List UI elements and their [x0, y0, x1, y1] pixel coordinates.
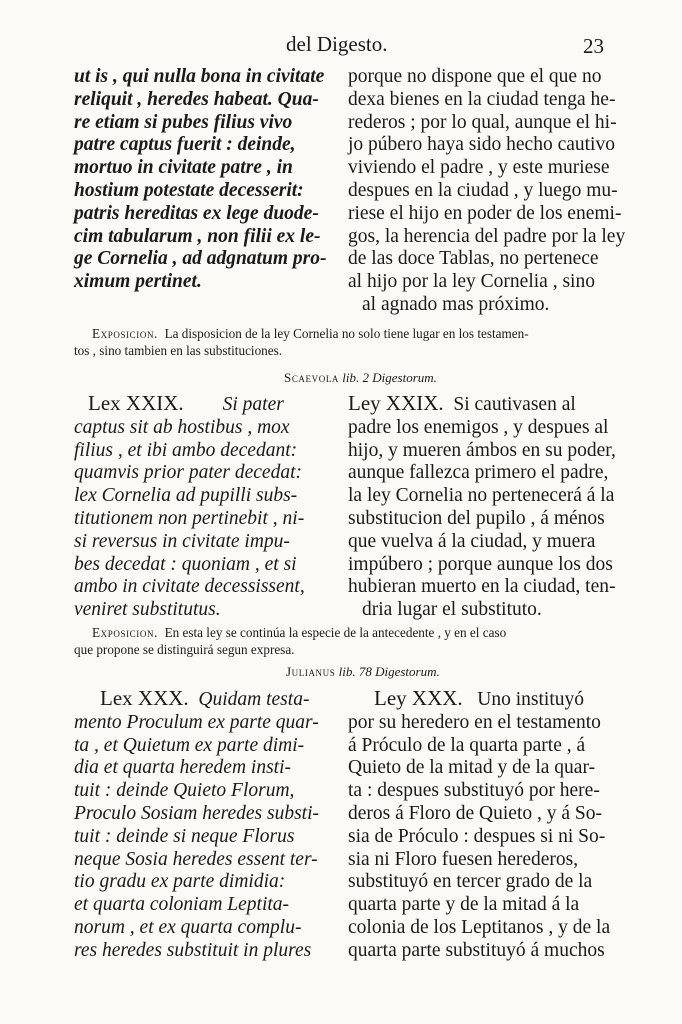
latin-line: quamvis prior pater decedat:: [74, 462, 303, 484]
exposicion-label: Exposicion.: [92, 625, 158, 640]
latin-line: captus sit ab hostibus , mox: [74, 416, 290, 438]
latin-line: neque Sosia heredes essent ter-: [74, 848, 318, 870]
spanish-line: Quieto de la mitad y de la quar-: [348, 757, 596, 779]
spanish-line: hubieran muerto en la ciudad, ten-: [348, 576, 616, 598]
spanish-line: gos, la herencia del padre por la ley: [348, 225, 626, 247]
exposicion-label: Exposicion.: [92, 326, 158, 341]
spanish-column-lex-30: [348, 687, 612, 963]
attribution-author: Julianus: [286, 664, 336, 679]
latin-line: patre captus fuerit : deinde,: [74, 134, 296, 156]
latin-column-lex-29: [74, 392, 336, 622]
spanish-line: á Próculo de la quarta parte , á: [348, 734, 586, 756]
spanish-column-continuation: [348, 66, 626, 317]
latin-line: lex Cornelia ad pupilli subs-: [74, 485, 298, 507]
latin-column-continuation: [74, 66, 336, 294]
latin-line: ta , et Quietum ex parte dimi-: [74, 734, 305, 756]
attribution: [284, 370, 437, 386]
spanish-line: colonia de los Leptitanos , y de la: [348, 916, 611, 938]
spanish-line: dria lugar el substituto.: [362, 599, 542, 621]
latin-line: norum , et ex quarta complu-: [74, 916, 302, 938]
latin-line: mento Proculum ex parte quar-: [74, 711, 319, 733]
attribution-reference: lib. 78 Digestorum.: [338, 664, 440, 679]
spanish-line: viviendo el padre , y este muriese: [348, 157, 610, 179]
ley-heading: Ley XXIX.: [348, 391, 444, 415]
latin-line: ximum pertinet.: [74, 271, 202, 293]
spanish-line: riese el hijo en poder de los enemi-: [348, 202, 622, 224]
running-title: del Digesto.: [286, 32, 388, 56]
spanish-line: deros á Floro de Quieto , y á So-: [348, 802, 602, 824]
spanish-line: Si cautivasen al: [453, 394, 576, 415]
spanish-line: Uno instituyó: [477, 689, 584, 710]
ley-heading: Ley XXX.: [374, 686, 463, 710]
spanish-line: quarta parte y de la mitad á la: [348, 894, 580, 916]
latin-line: si reversus in civitate impu-: [74, 530, 290, 552]
exposicion-text: que propone se distinguirá segun expresa.: [74, 642, 295, 657]
attribution: [286, 664, 440, 680]
spanish-line: hijo, y mueren ámbos en su poder,: [348, 439, 616, 461]
latin-line: bes decedat : quoniam , et si: [74, 553, 297, 575]
exposicion-text: tos , sino tambien en las substituciones.: [74, 343, 283, 358]
latin-line: re etiam si pubes filius vivo: [74, 111, 293, 133]
latin-line: Si pater: [222, 394, 284, 415]
latin-line: ge Cornelia , ad adgnatum pro-: [74, 248, 327, 270]
spanish-line: porque no dispone que el que no: [348, 66, 602, 87]
latin-line: tio gradu ex parte dimidia:: [74, 871, 286, 893]
latin-line: reliquit , heredes habeat. Qua-: [74, 88, 319, 110]
exposicion-note: [74, 624, 612, 658]
exposicion-text: La disposicion de la ley Cornelia no solo tiene lugar en los testamen-: [164, 326, 529, 341]
latin-line: res heredes substituit in plures: [74, 939, 312, 961]
page-header: [0, 32, 682, 62]
latin-line: mortuo in civitate patre , in: [74, 157, 293, 179]
attribution-author: Scaevola: [284, 370, 340, 385]
latin-line: ut is , qui nulla bona in civitate: [74, 66, 325, 87]
latin-line: patris hereditas ex lege duode-: [74, 202, 319, 224]
latin-line: hostium potestate decesserit:: [74, 179, 304, 201]
spanish-line: sia ni Floro fuesen herederos,: [348, 848, 579, 870]
spanish-line: impúbero ; porque aunque los dos: [348, 553, 613, 575]
lex-heading: Lex XXIX.: [88, 391, 184, 415]
latin-line: dia et quarta heredem insti-: [74, 757, 291, 779]
spanish-line: sia de Próculo : despues si ni So-: [348, 825, 606, 847]
spanish-line: que vuelva á la ciudad, y muera: [348, 530, 596, 552]
latin-line: veniret substitutus.: [74, 599, 221, 621]
spanish-column-lex-29: [348, 391, 616, 622]
latin-line: et quarta coloniam Leptita-: [74, 894, 290, 916]
page-number: 23: [583, 34, 604, 58]
spanish-line: substituyó en tercer grado de la: [348, 871, 593, 893]
lex-heading: Lex XXX.: [100, 686, 189, 710]
exposicion-note: [74, 325, 612, 359]
latin-line: titutionem non pertinebit , ni-: [74, 507, 305, 529]
attribution-reference: lib. 2 Digestorum.: [342, 370, 437, 385]
spanish-line: substitucion del pupilo , á ménos: [348, 507, 605, 529]
spanish-line: de las doce Tablas, no pertenece: [348, 248, 599, 270]
latin-line: Quidam testa-: [198, 689, 310, 710]
latin-line: tuit : deinde si neque Florus: [74, 825, 295, 847]
spanish-line: quarta parte substituyó á muchos: [348, 939, 605, 961]
latin-line: filius , et ibi ambo decedant:: [74, 439, 298, 461]
spanish-line: por su heredero en el testamento: [348, 711, 601, 733]
spanish-line: dexa bienes en la ciudad tenga he-: [348, 88, 616, 110]
latin-line: Proculo Sosiam heredes substi-: [74, 802, 319, 824]
spanish-line: la ley Cornelia no pertenecerá á la: [348, 485, 615, 507]
exposicion-text: En esta ley se continúa la especie de la antecedente , y en el caso: [164, 625, 507, 640]
latin-column-lex-30: [74, 687, 336, 963]
spanish-line: al agnado mas próximo.: [362, 293, 550, 315]
latin-line: tuit : deinde Quieto Florum,: [74, 780, 295, 802]
spanish-line: rederos ; por lo qual, aunque el hi-: [348, 111, 617, 133]
spanish-line: ta : despues substituyó por here-: [348, 780, 600, 802]
spanish-line: al hijo por la ley Cornelia , sino: [348, 271, 595, 293]
spanish-line: aunque fallezca primero el padre,: [348, 462, 609, 484]
spanish-line: despues en la ciudad , y luego mu-: [348, 179, 618, 201]
latin-line: ambo in civitate decessissent,: [74, 576, 305, 598]
latin-line: cim tabularum , non filii ex le-: [74, 225, 321, 247]
spanish-line: padre los enemigos , y despues al: [348, 416, 609, 438]
spanish-line: jo púbero haya sido hecho cautivo: [348, 134, 615, 156]
